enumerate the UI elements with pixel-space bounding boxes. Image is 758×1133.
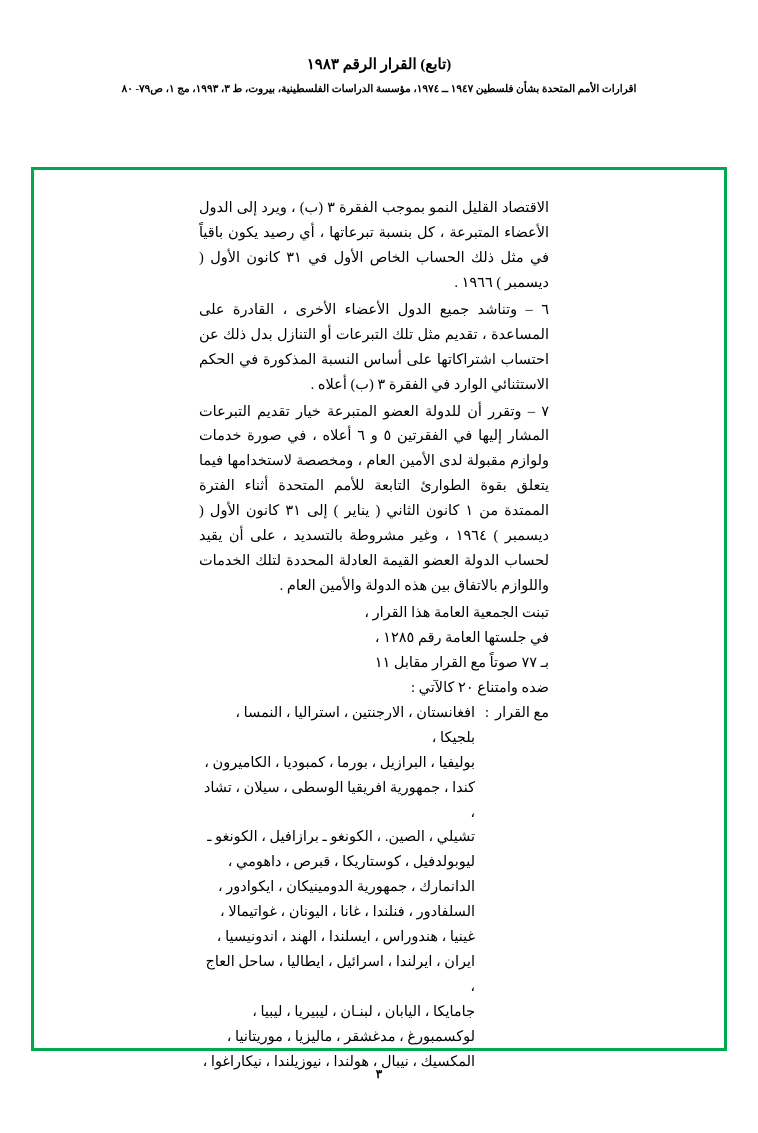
adoption-line-2: في جلستها العامة رقم ١٢٨٥ ، <box>374 629 549 646</box>
vote-country-line: جامايكا ، اليابان ، لبنـان ، ليبيريا ، ليبيا ، <box>252 1004 476 1020</box>
vote-country-line: لوكسمبورغ ، مدغشقر ، ماليزيا ، موريتانيا ، <box>226 1028 476 1045</box>
vote-country-line: غينيا ، هندوراس ، ايسلندا ، الهند ، اندونيسيا ، <box>216 929 476 946</box>
adoption-line-1: تبنت الجمعية العامة هذا القرار ، <box>364 605 549 621</box>
paragraph-6: ٦ – وتناشد جميع الدول الأعضاء الأخرى ، القادرة على المساعدة ، تقديم مثل تلك التبرعات أو التنازل بدل ذلك عن احتساب اشتراكاتها على أساس النسبة المذكورة في الحكم الاستثنائي الوارد في الفقرة ٣ (ب) أعلاه . <box>199 301 549 393</box>
content-frame <box>31 167 727 1070</box>
vote-country-line: بوليفيا ، البرازيل ، بورما ، كمبوديا ، الكاميرون ، <box>204 754 476 771</box>
source-citation: اقرارات الأمم المتحدة بشأن فلسطين ١٩٤٧ ــ ١٩٧٤، مؤسسة الدراسات الفلسطينية، بيروت، ط ٣، ١٩٩٣، مج ١، ص٧٩- ٨٠ <box>121 84 637 95</box>
page-number: ٣ <box>375 1067 383 1081</box>
vote-country-line: السلفادور ، فنلندا ، غانا ، اليونان ، غواتيمالا ، <box>220 904 476 921</box>
page-title: (تابع) القرار الرقم ١٩٨٣ <box>306 57 452 73</box>
vote-in-favour-label: مع القرار <box>495 704 549 721</box>
adoption-line-4: ضده وامتناع ٢٠ كالآتي : <box>411 679 549 696</box>
paragraph-continuation: الاقتصاد القليل النمو بموجب الفقرة ٣ (ب) ، ويرد إلى الدول الأعضاء المتبرعة ، كل بنسبة تبرعاتها ، أي رصيد يكون باقياً في مثل ذلك الحساب الخاص الأول في ٣١ كانون الأول ( ديسمبر ) ١٩٦٦ . <box>199 200 549 291</box>
vote-country-line: كندا ، جمهورية افريقيا الوسطى ، سيلان ، تشاد ، <box>203 779 476 821</box>
vote-country-line: الدانمارك ، جمهورية الدومينيكان ، ايكوادور ، <box>217 879 476 896</box>
document-body <box>199 196 549 1075</box>
vote-country-line: ليوبولدفيل ، كوستاريكا ، قبرص ، داهومي ، <box>227 854 476 871</box>
paragraph-7: ٧ – وتقرر أن للدولة العضو المتبرعة خيار تقديم التبرعات المشار إليها في الفقرتين ٥ و ٦ أعلاه ، في صورة خدمات ولوازم مقبولة لدى الأمين العام ، ومخصصة لاستخدامها فيما يتعلق بقوة الطوارئ التابعة للأمم المتحدة أثناء الفترة الممتدة من ١ كانون الثاني ( يناير ) إلى ٣١ كانون الأول ( ديسمبر ) ١٩٦٤ ، وغير مشروطة بالتسديد ، على أن يقيد لحساب الدولة العضو القيمة العادلة المحددة لتلك الخدمات واللوازم بالاتفاق بين هذه الدولة والأمين العام . <box>199 403 549 595</box>
vote-colon: : <box>485 704 490 721</box>
vote-country-line: المكسيك ، نيبال ، هولندا ، نيوزيلندا ، نيكاراغوا ، <box>202 1053 476 1070</box>
vote-in-favour-block <box>199 701 549 1075</box>
adoption-block <box>199 601 549 701</box>
vote-country-line: افغانستان ، الارجنتين ، استراليا ، النمسا ، بلجيكا ، <box>235 704 476 746</box>
adoption-line-3: بـ ٧٧ صوتاً مع القرار مقابل ١١ <box>374 654 549 671</box>
document-page <box>0 55 758 1133</box>
vote-country-line: ايران ، ايرلندا ، اسرائيل ، ايطاليا ، ساحل العاج ، <box>205 954 476 996</box>
vote-country-line: تشيلي ، الصين. ، الكونغو ـ برازافيل ، الكونغو ـ <box>207 829 476 846</box>
vote-country-list <box>199 701 475 1075</box>
